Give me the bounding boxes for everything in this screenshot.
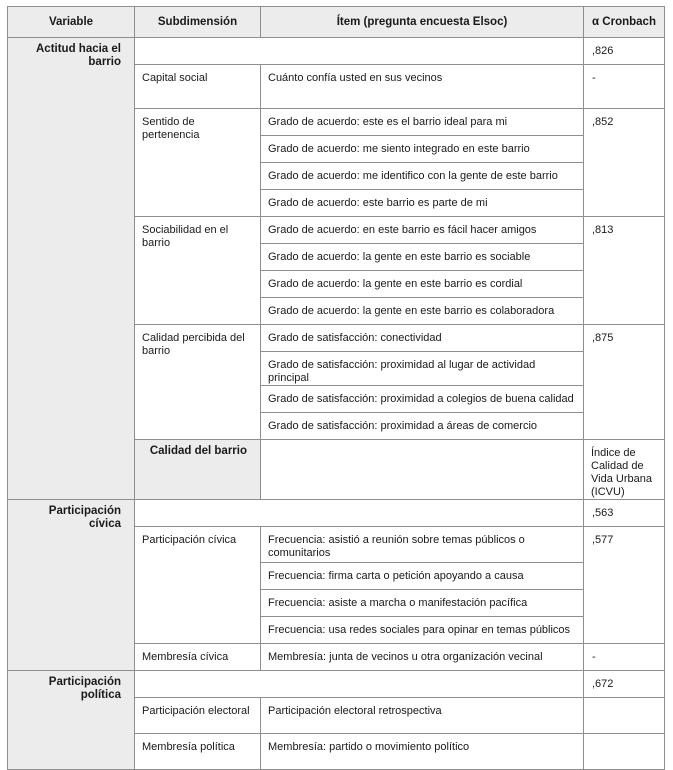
table-row	[8, 38, 665, 65]
item-cell: Índice de Calidad de Vida Urbana (ICVU)	[584, 440, 665, 500]
alpha-cell: -	[584, 644, 665, 671]
item-cell: Grado de satisfacción: proximidad a colegios de buena calidad	[261, 386, 584, 413]
table-row	[8, 500, 665, 527]
subdimension-cell: Membresía cívica	[135, 644, 261, 671]
variable-cell: Calidad del barrio	[135, 440, 261, 500]
subdimension-cell: Sentido de pertenencia	[135, 109, 261, 217]
header-variable: Variable	[8, 7, 135, 38]
item-cell: Cuánto confía usted en sus vecinos	[261, 65, 584, 109]
variable-cell: Actitud hacia el barrio	[8, 38, 135, 500]
empty-cell	[584, 698, 665, 734]
header-alpha: α Cronbach	[584, 7, 665, 38]
subdimension-cell: Calidad percibida del barrio	[135, 325, 261, 440]
item-cell: Grado de acuerdo: me identifico con la gente de este barrio	[261, 163, 584, 190]
subdimension-cell: Capital social	[135, 65, 261, 109]
item-cell: Grado de acuerdo: este es el barrio ideal para mi	[261, 109, 584, 136]
item-cell: Grado de acuerdo: la gente en este barrio es sociable	[261, 244, 584, 271]
alpha-cell: ,852	[584, 109, 665, 217]
subdimension-cell: Membresía política	[135, 734, 261, 770]
item-cell: Membresía: partido o movimiento político	[261, 734, 584, 770]
empty-cell	[135, 671, 584, 698]
item-cell: Grado de acuerdo: me siento integrado en este barrio	[261, 136, 584, 163]
item-cell: Grado de acuerdo: este barrio es parte de mi	[261, 190, 584, 217]
item-cell: Grado de satisfacción: conectividad	[261, 325, 584, 352]
empty-cell	[584, 734, 665, 770]
header-subdimension: Subdimensión	[135, 7, 261, 38]
subdimension-cell: Sociabilidad en el barrio	[135, 217, 261, 325]
item-cell: Grado de satisfacción: proximidad a áreas de comercio	[261, 413, 584, 440]
alpha-cell: -	[584, 65, 665, 109]
item-cell: Grado de acuerdo: la gente en este barrio es cordial	[261, 271, 584, 298]
item-cell: Frecuencia: asiste a marcha o manifestación pacífica	[261, 590, 584, 617]
alpha-cell: ,577	[584, 527, 665, 644]
empty-cell	[135, 38, 584, 65]
item-cell: Membresía: junta de vecinos u otra organización vecinal	[261, 644, 584, 671]
subdimension-cell: Participación cívica	[135, 527, 261, 644]
alpha-cell: ,563	[584, 500, 665, 527]
empty-cell	[135, 500, 584, 527]
variable-cell: Participación política	[8, 671, 135, 770]
alpha-cell: ,875	[584, 325, 665, 440]
variable-cell: Participación cívica	[8, 500, 135, 671]
item-cell: Grado de satisfacción: proximidad al lugar de actividad principal	[261, 352, 584, 386]
table-row	[8, 671, 665, 698]
item-cell: Frecuencia: asistió a reunión sobre temas públicos o comunitarios	[261, 527, 584, 563]
subdimension-cell: Participación electoral	[135, 698, 261, 734]
empty-cell	[261, 440, 584, 500]
item-cell: Grado de acuerdo: en este barrio es fácil hacer amigos	[261, 217, 584, 244]
header-row	[8, 7, 665, 38]
item-cell: Frecuencia: firma carta o petición apoyando a causa	[261, 563, 584, 590]
header-item: Ítem (pregunta encuesta Elsoc)	[261, 7, 584, 38]
item-cell: Grado de acuerdo: la gente en este barrio es colaboradora	[261, 298, 584, 325]
alpha-cell: ,672	[584, 671, 665, 698]
item-cell: Frecuencia: usa redes sociales para opinar en temas públicos	[261, 617, 584, 644]
item-cell: Participación electoral retrospectiva	[261, 698, 584, 734]
scales-table	[7, 6, 665, 770]
alpha-cell: ,813	[584, 217, 665, 325]
alpha-cell: ,826	[584, 38, 665, 65]
